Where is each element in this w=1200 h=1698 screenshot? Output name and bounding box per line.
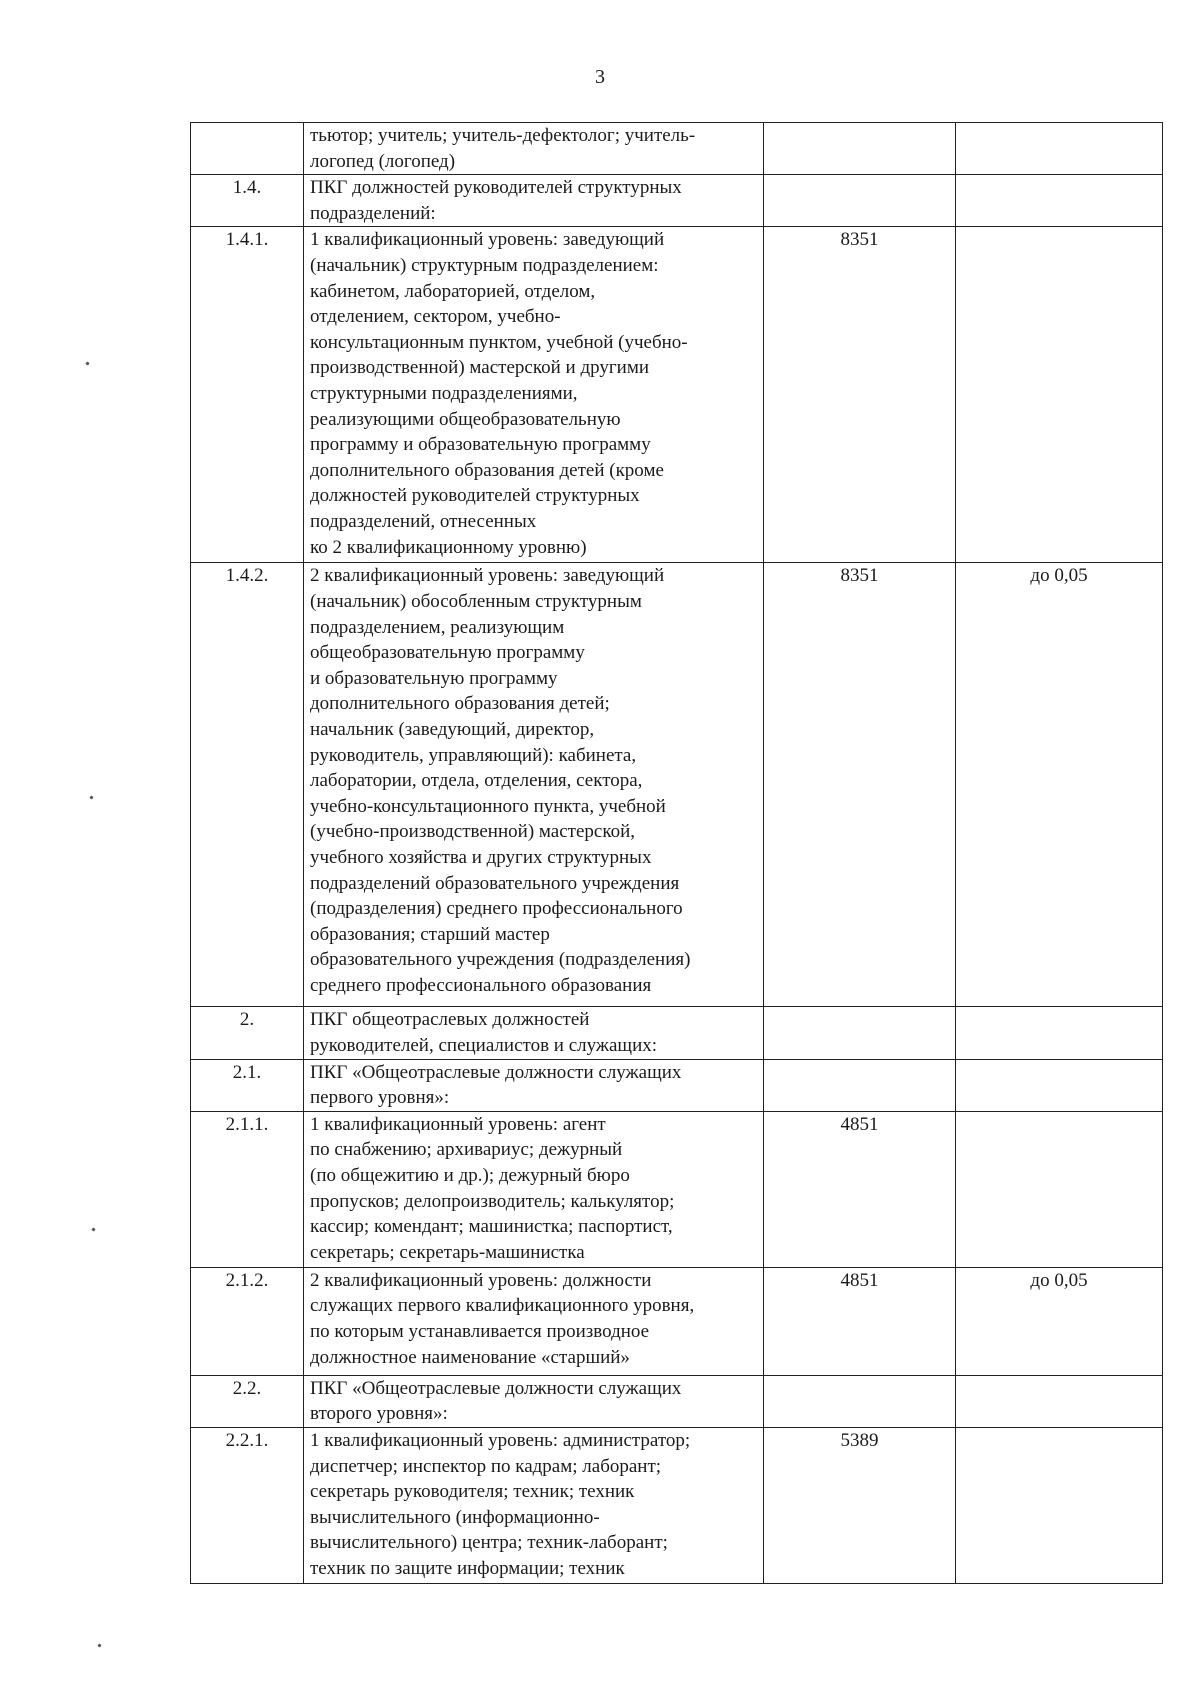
row-salary-value: 8351 bbox=[764, 227, 956, 563]
row-salary-value: 8351 bbox=[764, 563, 956, 1007]
row-salary-value bbox=[764, 1007, 956, 1059]
row-number: 2.2. bbox=[191, 1375, 304, 1427]
row-coefficient bbox=[956, 175, 1163, 227]
row-coefficient bbox=[956, 227, 1163, 563]
page-number: 3 bbox=[595, 66, 605, 88]
row-salary-value bbox=[764, 175, 956, 227]
row-number: 1.4.1. bbox=[191, 227, 304, 563]
row-description: 2 квалификационный уровень: должности служащих первого квалификационного уровня, по которым устанавливается производное должностное наименование «старший» bbox=[304, 1267, 764, 1375]
scan-speck bbox=[85, 361, 89, 365]
row-description: тьютор; учитель; учитель-дефектолог; учитель- логопед (логопед) bbox=[304, 123, 764, 175]
row-number: 2.2.1. bbox=[191, 1427, 304, 1583]
row-description: 2 квалификационный уровень: заведующий (начальник) обособленным структурным подразделением, реализующим общеобразовательную программу и образовательную программу дополнительного образования детей; начальник (заведующий, директор, руководитель, управляющий): кабинета, лаборатории, отдела, отделения, сектора, учебно-консультационного пункта, учебной (учебно-производственной) мастерской, учебного хозяйства и других структурных подразделений образовательного учреждения (подразделения) среднего профессионального образования; старший мастер образовательного учреждения (подразделения) среднего профессионального образования bbox=[304, 563, 764, 1007]
row-number bbox=[191, 123, 304, 175]
row-salary-value: 4851 bbox=[764, 1267, 956, 1375]
row-description: ПКГ общеотраслевых должностей руководителей, специалистов и служащих: bbox=[304, 1007, 764, 1059]
row-coefficient bbox=[956, 1427, 1163, 1583]
row-coefficient bbox=[956, 123, 1163, 175]
salary-table bbox=[190, 122, 1163, 1584]
row-salary-value bbox=[764, 1059, 956, 1111]
table-row bbox=[191, 563, 1163, 1007]
row-salary-value: 5389 bbox=[764, 1427, 956, 1583]
row-description: ПКГ «Общеотраслевые должности служащих второго уровня»: bbox=[304, 1375, 764, 1427]
row-coefficient bbox=[956, 1375, 1163, 1427]
row-coefficient bbox=[956, 1059, 1163, 1111]
row-number: 1.4. bbox=[191, 175, 304, 227]
row-coefficient: до 0,05 bbox=[956, 563, 1163, 1007]
scan-speck bbox=[89, 795, 93, 799]
row-number: 1.4.2. bbox=[191, 563, 304, 1007]
row-coefficient bbox=[956, 1007, 1163, 1059]
table-row bbox=[191, 175, 1163, 227]
row-number: 2.1.1. bbox=[191, 1111, 304, 1267]
row-number: 2.1. bbox=[191, 1059, 304, 1111]
row-coefficient: до 0,05 bbox=[956, 1267, 1163, 1375]
row-description: ПКГ «Общеотраслевые должности служащих первого уровня»: bbox=[304, 1059, 764, 1111]
row-coefficient bbox=[956, 1111, 1163, 1267]
row-salary-value: 4851 bbox=[764, 1111, 956, 1267]
table-row bbox=[191, 1111, 1163, 1267]
table-row bbox=[191, 1267, 1163, 1375]
row-description: ПКГ должностей руководителей структурных подразделений: bbox=[304, 175, 764, 227]
table-row bbox=[191, 1059, 1163, 1111]
row-salary-value bbox=[764, 1375, 956, 1427]
table-row bbox=[191, 1375, 1163, 1427]
row-description: 1 квалификационный уровень: агент по снабжению; архивариус; дежурный (по общежитию и др.); дежурный бюро пропусков; делопроизводитель; калькулятор; кассир; комендант; машинистка; паспортист, секретарь; секретарь-машинистка bbox=[304, 1111, 764, 1267]
row-description: 1 квалификационный уровень: администратор; диспетчер; инспектор по кадрам; лаборант; секретарь руководителя; техник; техник вычислительного (информационно- вычислительного) центра; техник-лаборант; техник по защите информации; техник bbox=[304, 1427, 764, 1583]
row-description: 1 квалификационный уровень: заведующий (начальник) структурным подразделением: кабинетом, лабораторией, отделом, отделением, сектором, учебно- консультационным пунктом, учебной (учебно- производственной) мастерской и другими структурными подразделениями, реализующими общеобразовательную программу и образовательную программу дополнительного образования детей (кроме должностей руководителей структурных подразделений, отнесенных ко 2 квалификационному уровню) bbox=[304, 227, 764, 563]
scan-speck bbox=[97, 1643, 101, 1647]
table-row bbox=[191, 1007, 1163, 1059]
row-number: 2.1.2. bbox=[191, 1267, 304, 1375]
table-row bbox=[191, 123, 1163, 175]
scan-speck bbox=[91, 1227, 95, 1231]
table-row bbox=[191, 1427, 1163, 1583]
row-number: 2. bbox=[191, 1007, 304, 1059]
table-row bbox=[191, 227, 1163, 563]
row-salary-value bbox=[764, 123, 956, 175]
